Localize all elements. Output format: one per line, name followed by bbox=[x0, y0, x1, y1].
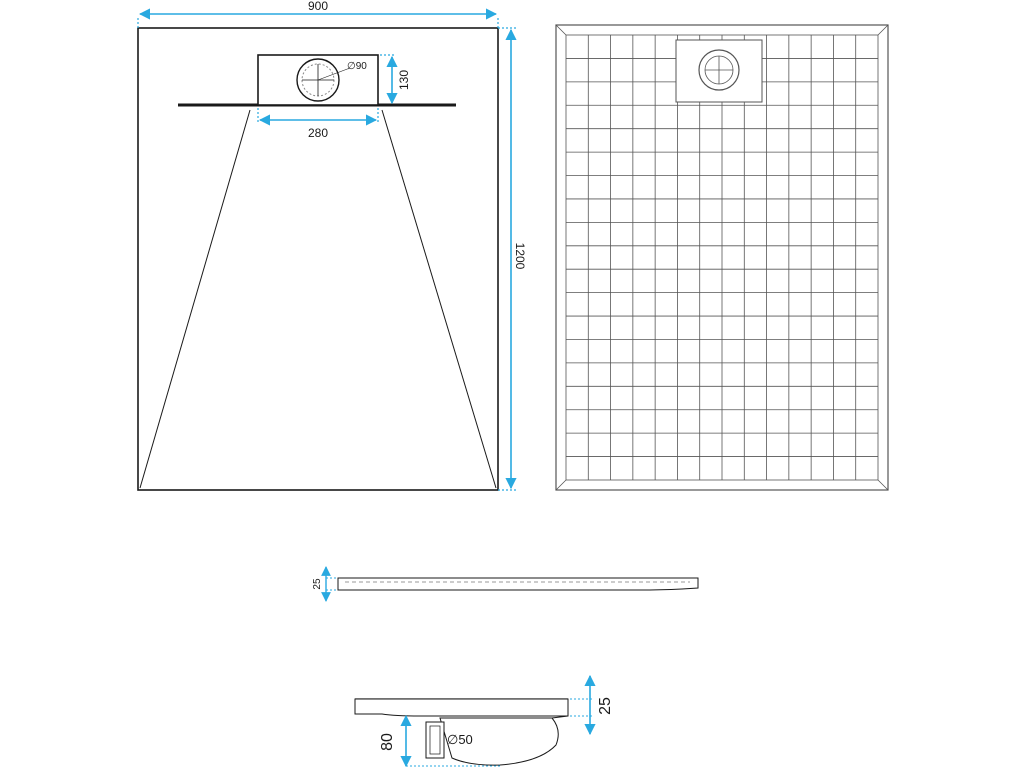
detail-tray-body bbox=[355, 699, 568, 716]
detail-view bbox=[355, 676, 614, 766]
side-view bbox=[312, 567, 698, 601]
siphon-outlet bbox=[426, 722, 444, 758]
detail-thickness-label: 25 bbox=[597, 697, 614, 715]
side-thickness-label: 25 bbox=[312, 578, 323, 590]
top-view bbox=[138, 0, 527, 490]
height-label: 1200 bbox=[513, 242, 527, 270]
grid-drain-icon bbox=[699, 50, 739, 90]
drain-width-label: 280 bbox=[307, 126, 329, 140]
grid-view bbox=[556, 25, 888, 490]
slope-line-right bbox=[382, 110, 496, 488]
slope-line-left bbox=[140, 110, 250, 488]
drain-diameter-label: ∅90 bbox=[347, 61, 367, 72]
siphon-height-label: 80 bbox=[379, 733, 396, 751]
width-label: 900 bbox=[307, 0, 329, 13]
side-profile bbox=[338, 578, 698, 590]
pipe-diameter-label: ∅50 bbox=[447, 732, 473, 747]
drain-depth-label: 130 bbox=[397, 69, 411, 91]
